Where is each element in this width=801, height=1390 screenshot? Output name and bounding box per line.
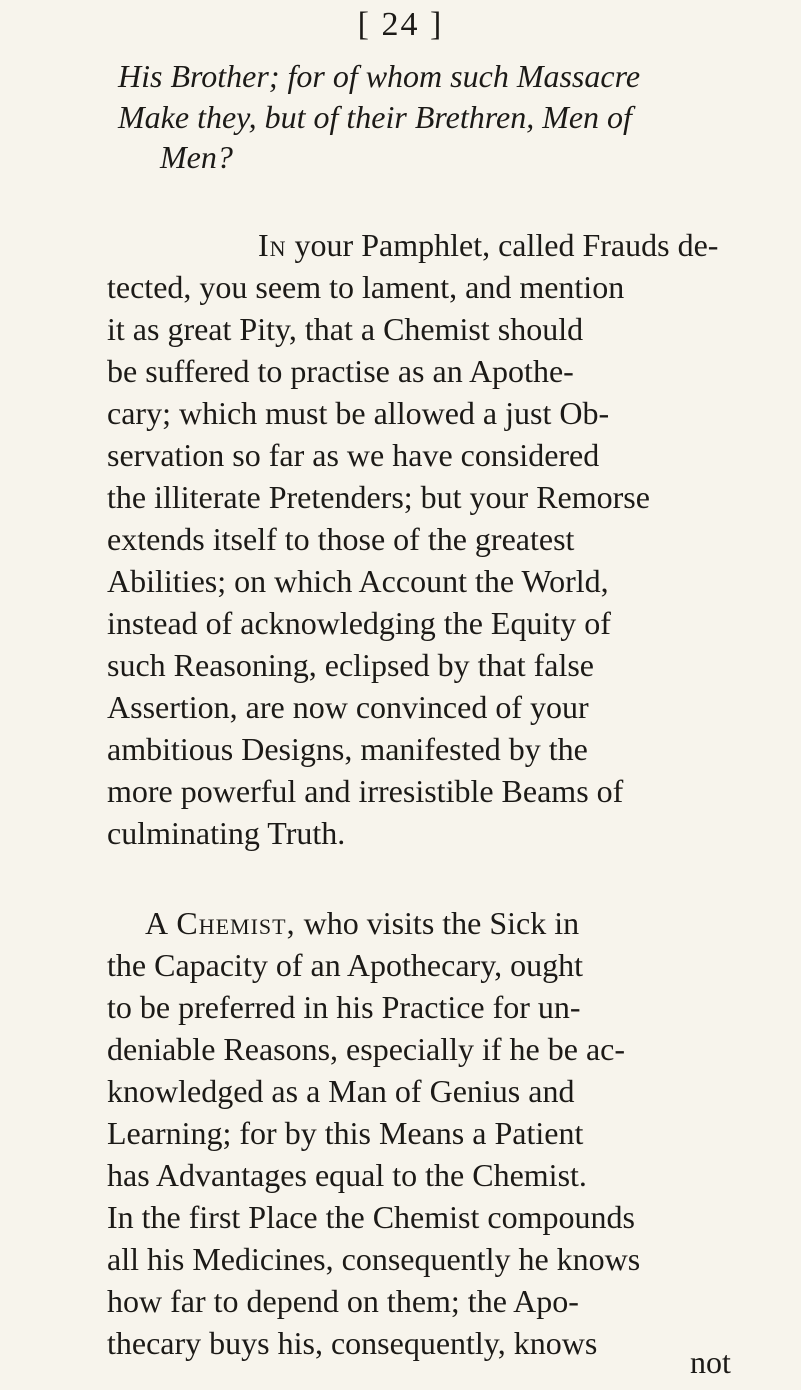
paragraph2-line-1 xyxy=(145,903,579,943)
paragraph1-line-14: more powerful and irresistible Beams of xyxy=(107,773,624,809)
verse-line-2: Make they, but of their Brethren, Men of xyxy=(118,99,632,135)
paragraph1-line-2: tected, you seem to lament, and mention xyxy=(107,269,625,305)
paragraph1-line-15: culminating Truth. xyxy=(107,815,346,851)
paragraph1-lead: In xyxy=(258,227,287,263)
paragraph2-text: who visits the Sick in xyxy=(303,905,580,941)
paragraph2-line-10: how far to depend on them; the Apo- xyxy=(107,1283,579,1319)
paragraph2-line-2: the Capacity of an Apothecary, ought xyxy=(107,947,583,983)
paragraph1-line-11: such Reasoning, eclipsed by that false xyxy=(107,647,594,683)
paragraph2-lead: A Chemist, xyxy=(145,905,296,941)
paragraph1-line-7: the illiterate Pretenders; but your Remorse xyxy=(107,479,650,515)
paragraph1-line-10: instead of acknowledging the Equity of xyxy=(107,605,611,641)
paragraph1-line-5: cary; which must be allowed a just Ob- xyxy=(107,395,610,431)
paragraph1-line-12: Assertion, are now convinced of your xyxy=(107,689,589,725)
paragraph2-line-7: has Advantages equal to the Chemist. xyxy=(107,1157,587,1193)
page-number: [ 24 ] xyxy=(357,6,444,43)
paragraph2-line-5: knowledged as a Man of Genius and xyxy=(107,1073,575,1109)
paragraph2-line-9: all his Medicines, consequently he knows xyxy=(107,1241,641,1277)
paragraph1-text: your Pamphlet, called Frauds de- xyxy=(294,227,719,263)
paragraph1-line-13: ambitious Designs, manifested by the xyxy=(107,731,588,767)
paragraph2-line-6: Learning; for by this Means a Patient xyxy=(107,1115,584,1151)
paragraph1-line-8: extends itself to those of the greatest xyxy=(107,521,575,557)
paragraph1-line-4: be suffered to practise as an Apothe- xyxy=(107,353,574,389)
paragraph1-line-1 xyxy=(258,225,718,265)
paragraph2-line-8: In the first Place the Chemist compounds xyxy=(107,1199,635,1235)
verse-line-1: His Brother; for of whom such Massacre xyxy=(118,58,641,94)
paragraph1-line-6: servation so far as we have considered xyxy=(107,437,600,473)
verse-line-3: Men? xyxy=(160,139,233,175)
catchword: not xyxy=(690,1344,731,1380)
paragraph2-line-4: deniable Reasons, especially if he be ac- xyxy=(107,1031,625,1067)
paragraph1-line-9: Abilities; on which Account the World, xyxy=(107,563,609,599)
paragraph1-line-3: it as great Pity, that a Chemist should xyxy=(107,311,584,347)
paragraph2-line-3: to be preferred in his Practice for un- xyxy=(107,989,581,1025)
paragraph2-line-11: thecary buys his, consequently, knows xyxy=(107,1325,598,1361)
